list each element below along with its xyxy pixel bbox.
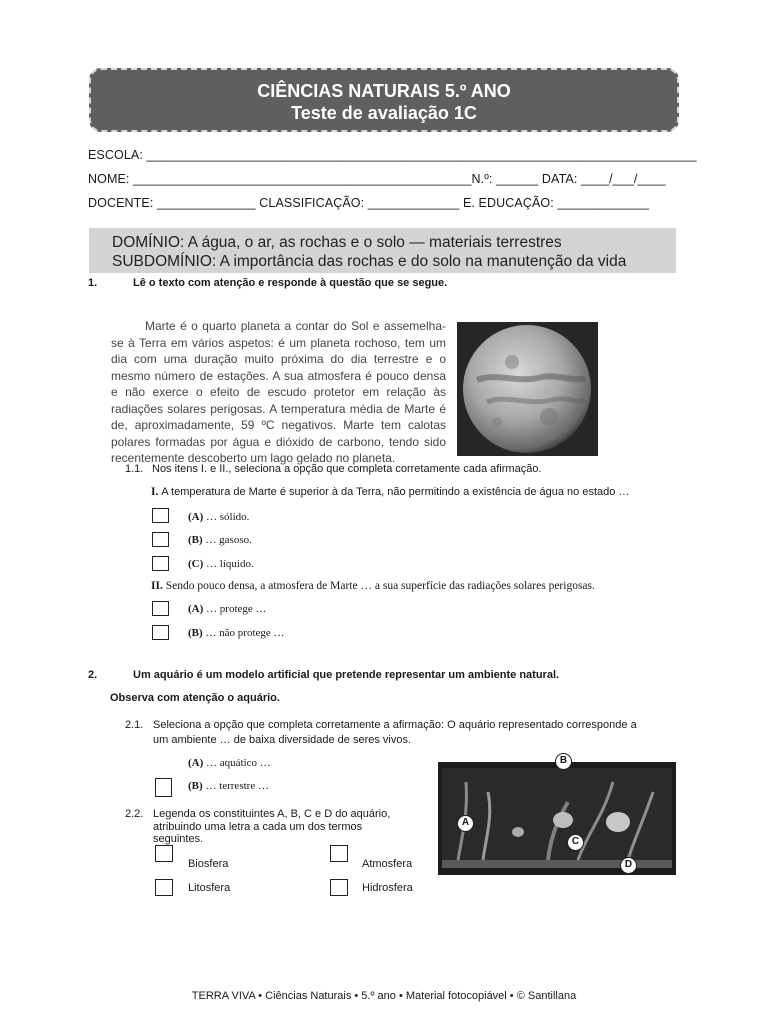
item-1-label: I. (151, 486, 159, 498)
option-1a (188, 511, 249, 523)
q2-2-text-line3: seguintes. (153, 833, 204, 845)
label-b: B (555, 753, 572, 770)
checkbox-biosfera[interactable] (155, 845, 173, 862)
checkbox-atmosfera[interactable] (330, 845, 348, 862)
checkbox-2-1[interactable] (155, 778, 172, 797)
q1-number: 1. (88, 277, 98, 289)
school-field[interactable]: ESCOLA: ______________________________________________________________________________ (88, 148, 697, 162)
q1-1-number: 1.1. (125, 463, 144, 475)
checkbox-2b[interactable] (152, 625, 169, 640)
item-1-statement (151, 486, 629, 498)
option-text: … líquido. (206, 558, 254, 570)
option-letter: (B) (188, 627, 203, 639)
checkbox-hidrosfera[interactable] (330, 879, 348, 896)
domain-box (89, 228, 676, 273)
q2-number: 2. (88, 669, 98, 681)
item-2-text: Sendo pouco densa, a atmosfera de Marte … a sua superfície das radiações solares perigosas. (165, 580, 595, 592)
name-field[interactable]: NOME: ________________________________________________N.º: ______ DATA: ____/___/____ (88, 172, 666, 186)
mars-paragraph (111, 318, 446, 467)
term-hidrosfera: Hidrosfera (362, 882, 413, 894)
item-2-label: II. (151, 580, 163, 592)
page-subtitle: Teste de avaliação 1C (291, 103, 477, 123)
label-d: D (620, 857, 637, 874)
label-a: A (457, 815, 474, 832)
q2-2-number: 2.2. (125, 808, 144, 820)
option-letter: (A) (188, 511, 204, 523)
option-text: … terrestre … (205, 780, 269, 792)
domain-text: DOMÍNIO: A água, o ar, as rochas e o solo — materiais terrestres (112, 234, 562, 251)
page-title: CIÊNCIAS NATURAIS 5.º ANO (257, 81, 511, 101)
checkbox-1b[interactable] (152, 532, 169, 547)
q2-2-text-line1: Legenda os constituintes A, B, C e D do aquário, (153, 808, 391, 820)
q2-instruction: Observa com atenção o aquário. (110, 692, 280, 704)
option-2a (188, 603, 267, 615)
term-atmosfera: Atmosfera (362, 858, 413, 870)
option-2b (188, 627, 285, 639)
q1-1-text: Nos itens I. e II., seleciona a opção que completa corretamente cada afirmação. (152, 463, 542, 475)
option-letter: (B) (188, 780, 203, 792)
subdomain-text: SUBDOMÍNIO: A importância das rochas e do solo na manutenção da vida (112, 253, 627, 270)
q2-1-text-line1: Seleciona a opção que completa corretamente a afirmação: O aquário representado corresponde a (153, 719, 637, 731)
option-text: … sólido. (206, 511, 250, 523)
page-footer: TERRA VIVA • Ciências Naturais • 5.º ano • Material fotocopiável • © Santillana (191, 990, 577, 1002)
aquarium-icon (438, 762, 676, 875)
q2-1-text-line2: um ambiente … de baixa diversidade de seres vivos. (153, 734, 412, 746)
option-2-1b (188, 780, 269, 792)
title-banner (89, 68, 679, 132)
q1-text: Lê o texto com atenção e responde à questão que se segue. (133, 277, 448, 289)
option-text: … aquático … (206, 757, 271, 769)
option-2-1a (188, 757, 271, 769)
option-letter: (A) (188, 603, 204, 615)
option-text: … gasoso. (205, 534, 252, 546)
term-litosfera: Litosfera (188, 882, 231, 894)
option-text: … não protege … (205, 627, 285, 639)
mars-planet-icon (457, 322, 598, 456)
term-biosfera: Biosfera (188, 858, 229, 870)
checkbox-2a[interactable] (152, 601, 169, 616)
label-c: C (567, 834, 584, 851)
item-2-statement (151, 580, 595, 592)
option-text: … protege … (206, 603, 267, 615)
option-letter: (C) (188, 558, 204, 570)
option-1c (188, 558, 254, 570)
mars-paragraph-text: Marte é o quarto planeta a contar do Sol e assemelha-se à Terra em vários aspetos: é um planeta rochoso, tem um dia com uma duração muito próxima do dia terrestre e o mesmo número de estações. A sua atmosfera é pouco densa e não exerce o efeito de escudo protetor em relação às radiações solares perigosas. A temperatura média de Marte é de, aproximadamente, 59 ºC negativos. Marte tem calotas polares formadas por água e dióxido de carbono, tendo sido recentemente descoberto um lago gelado no planeta. (111, 319, 446, 465)
option-letter: (B) (188, 534, 203, 546)
checkbox-1a[interactable] (152, 508, 169, 523)
teacher-field[interactable]: DOCENTE: ______________ CLASSIFICAÇÃO: _____________ E. EDUCAÇÃO: _____________ (88, 196, 650, 210)
checkbox-1c[interactable] (152, 556, 169, 571)
q2-1-number: 2.1. (125, 719, 144, 731)
q2-text: Um aquário é um modelo artificial que pretende representar um ambiente natural. (133, 669, 560, 681)
item-1-text: A temperatura de Marte é superior à da Terra, não permitindo a existência de água no estado … (161, 486, 630, 498)
option-1b (188, 534, 252, 546)
option-letter: (A) (188, 757, 204, 769)
checkbox-litosfera[interactable] (155, 879, 173, 896)
mars-image (457, 322, 598, 456)
q2-2-text-line2: atribuindo uma letra a cada um dos termos (153, 820, 363, 833)
aquarium-image (438, 762, 676, 875)
q2-2-text (153, 808, 390, 846)
